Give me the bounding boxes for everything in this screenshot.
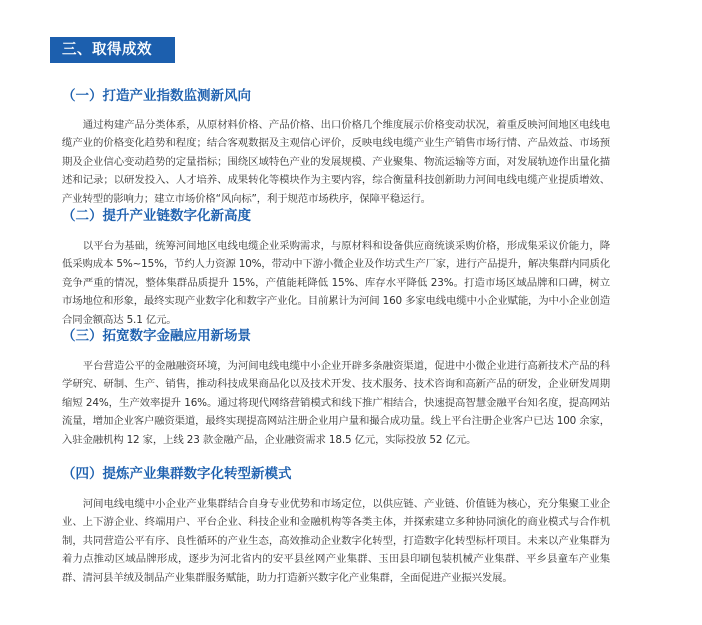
section-heading: （四）提炼产业集群数字化转型新模式 xyxy=(62,466,292,482)
section-paragraph: 以平台为基础，统筹河间地区电线电缆企业采购需求，与原材料和设备供应商统谈采购价格，形成集采议价能力，降低采购成本 5%~15%，节约人力资源 10%，带动中下游小微企业及作坊式生产厂家，进行产品提升，解决集群内同质化竞争严重的情况，整体集群品质提升 15%，产值能耗降低 15%、库存水平降低 23%。打造市场区域品牌和口碑，树立市场地位和形象，最终实现产业数字化和数字产业化。目前累计为河间 160 多家电线电缆中小企业赋能，为中小企业创造合同金额高达 5.1 亿元。 xyxy=(62,240,610,326)
section-3 xyxy=(62,327,610,449)
section-4 xyxy=(62,465,610,587)
section-1 xyxy=(62,87,610,208)
section-paragraph: 河间电线电缆中小企业产业集群结合自身专业优势和市场定位，以供应链、产业链、价值链为核心，充分集聚工业企业、上下游企业、终端用户、平台企业、科技企业和金融机构等各类主体，并探索建立多种协同演化的商业模式与合作机制，共同营造公平有序、良性循环的产业生态，高效推动企业数字化转型，打造数字化转型标杆项目。未来以产业集群为着力点推动区域品牌形成，逐步为河北省内的安平县丝网产业集群、玉田县印刷包装机械产业集群、平乡县童车产业集群、清河县羊绒及制品产业集群服务赋能，助力打造新兴数字化产业集群，全面促进产业振兴发展。 xyxy=(62,498,610,584)
section-2 xyxy=(62,207,610,329)
section-heading: （三）拓宽数字金融应用新场景 xyxy=(62,328,251,344)
section-paragraph: 通过构建产品分类体系，从原材料价格、产品价格、出口价格几个维度展示价格变动状况，着重反映河间地区电线电缆产业的价格变化趋势和程度；结合客观数据及主观信心评价，反映电线电缆产业生产销售市场行情、产品效益、市场预期及企业信心变动趋势的定量指标；围绕区域特色产业的发展规模、产业聚集、物流运输等方面，对发展轨迹作出量化描述和记录；以研发投入、人才培养、成果转化等模块作为主要内容，综合衡量科技创新助力河间电线电缆产业提质增效、产业转型的影响力；建立市场价格“风向标”，利于规范市场秩序，保障平稳运行。 xyxy=(62,119,610,205)
chapter-banner xyxy=(50,37,175,63)
section-heading: （二）提升产业链数字化新高度 xyxy=(62,208,251,224)
chapter-title: 三、取得成效 xyxy=(62,42,152,58)
section-paragraph: 平台营造公平的金融融资环境，为河间电线电缆中小企业开辟多条融资渠道，促进中小微企业进行高新技术产品的科学研究、研制、生产、销售，推动科技成果商品化以及技术开发、技术服务、技术咨询和高新产品的研发，企业研发周期缩短 24%，生产效率提升 16%。通过将现代网络营销模式和线下推广相结合，快速提高智慧金融平台知名度，提高网站流量，增加企业客户融资渠道，最终实现提高网站注册企业用户量和撮合成功量。线上平台注册企业客户已达 100 余家，入驻金融机构 12 家，上线 23 款金融产品，企业融资需求 18.5 亿元，实际投放 52 亿元。 xyxy=(62,360,610,446)
section-heading: （一）打造产业指数监测新风向 xyxy=(62,88,251,104)
